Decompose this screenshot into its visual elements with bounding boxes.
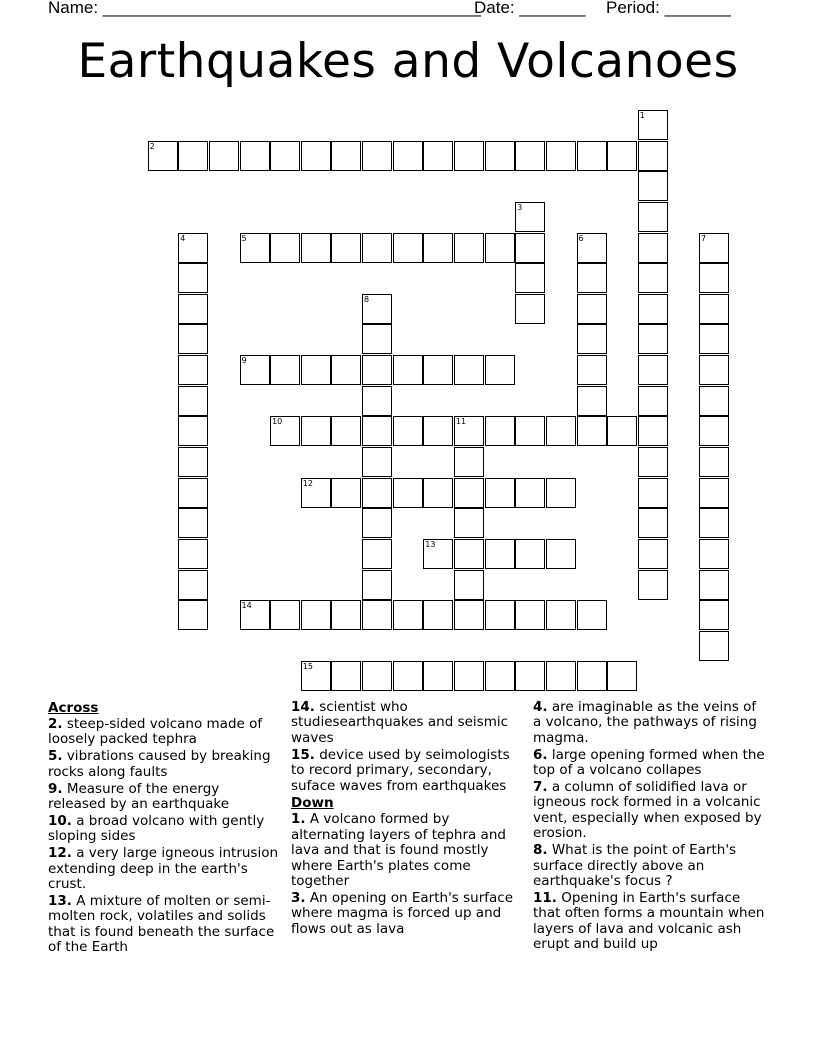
down-clue (533, 843, 768, 889)
grid-cell[interactable] (423, 539, 453, 569)
clues-column-3 (533, 700, 768, 954)
grid-cell[interactable] (178, 570, 208, 600)
grid-cell[interactable] (577, 355, 607, 385)
grid-cell[interactable] (454, 233, 484, 263)
grid-cell[interactable] (362, 447, 392, 477)
clue-number: 9 (241, 356, 247, 365)
grid-cell[interactable] (301, 661, 331, 691)
across-clue (48, 846, 280, 892)
grid-cell[interactable] (178, 294, 208, 324)
grid-cell[interactable] (209, 141, 239, 171)
clues-column-2 (291, 700, 523, 939)
clue-number: 10. (48, 812, 72, 829)
clue-number: 15. (291, 746, 315, 763)
grid-cell[interactable] (393, 355, 423, 385)
worksheet-header (48, 0, 788, 20)
grid-cell[interactable] (178, 324, 208, 354)
grid-cell[interactable] (362, 661, 392, 691)
grid-cell[interactable] (362, 324, 392, 354)
clue-number: 7. (533, 779, 548, 796)
grid-cell[interactable] (485, 233, 515, 263)
down-clue (291, 891, 523, 937)
grid-cell[interactable] (699, 355, 729, 385)
grid-cell[interactable] (178, 600, 208, 630)
grid-cell[interactable] (577, 416, 607, 446)
grid-cell[interactable] (699, 447, 729, 477)
grid-cell[interactable] (393, 478, 423, 508)
grid-cell[interactable] (638, 171, 668, 201)
clue-number: 4. (533, 699, 548, 715)
grid-cell[interactable] (178, 233, 208, 263)
grid-cell[interactable] (423, 600, 453, 630)
grid-cell[interactable] (546, 141, 576, 171)
grid-cell[interactable] (485, 416, 515, 446)
grid-cell[interactable] (577, 294, 607, 324)
grid-cell[interactable] (699, 478, 729, 508)
grid-cell[interactable] (331, 141, 361, 171)
grid-cell[interactable] (454, 508, 484, 538)
clue-number: 12 (302, 478, 313, 488)
grid-cell[interactable] (485, 141, 515, 171)
grid-cell[interactable] (699, 631, 729, 661)
down-heading: Down (291, 795, 334, 812)
grid-cell[interactable] (607, 416, 637, 446)
grid-cell[interactable] (270, 141, 300, 171)
clue-number: 5 (241, 233, 247, 243)
clue-text: a very large igneous intrusion extending deep in the earth's crust. (48, 845, 279, 893)
clue-number: 8. (533, 842, 548, 859)
down-clue (533, 780, 768, 842)
grid-cell[interactable] (454, 447, 484, 477)
clue-number: 6. (533, 746, 548, 763)
grid-cell[interactable] (515, 294, 545, 324)
grid-cell[interactable] (638, 508, 668, 538)
grid-cell[interactable] (301, 355, 331, 385)
grid-cell[interactable] (270, 416, 300, 446)
clue-text: Opening in Earth's surface that often forms a mountain when layers of lava and volcanic ash erupt and build up (533, 889, 765, 953)
period-field[interactable]: Period: _______ (606, 0, 731, 17)
grid-cell[interactable] (270, 233, 300, 263)
grid-cell[interactable] (577, 141, 607, 171)
grid-cell[interactable] (362, 355, 392, 385)
clue-number: 2. (48, 716, 63, 732)
clue-number: 13 (425, 539, 436, 549)
grid-cell[interactable] (638, 355, 668, 385)
grid-cell[interactable] (485, 355, 515, 385)
grid-cell[interactable] (362, 233, 392, 263)
grid-cell[interactable] (699, 539, 729, 569)
grid-cell[interactable] (423, 355, 453, 385)
grid-cell[interactable] (577, 263, 607, 293)
grid-cell[interactable] (454, 478, 484, 508)
grid-cell[interactable] (699, 386, 729, 416)
across-clue (48, 894, 280, 956)
grid-cell[interactable] (178, 416, 208, 446)
grid-cell[interactable] (638, 386, 668, 416)
grid-cell[interactable] (393, 141, 423, 171)
grid-cell[interactable] (331, 355, 361, 385)
grid-cell[interactable] (301, 478, 331, 508)
clue-number: 8 (364, 294, 370, 304)
grid-cell[interactable] (423, 661, 453, 691)
grid-cell[interactable] (362, 416, 392, 446)
grid-cell[interactable] (638, 263, 668, 293)
grid-cell[interactable] (515, 539, 545, 569)
grid-cell[interactable] (362, 386, 392, 416)
grid-cell[interactable] (577, 233, 607, 263)
grid-cell[interactable] (699, 233, 729, 263)
grid-cell[interactable] (515, 263, 545, 293)
grid-cell[interactable] (699, 324, 729, 354)
grid-cell[interactable] (638, 324, 668, 354)
grid-cell[interactable] (638, 294, 668, 324)
clue-number: 4 (180, 233, 186, 243)
grid-cell[interactable] (515, 141, 545, 171)
grid-cell[interactable] (546, 600, 576, 630)
clue-number: 10 (272, 417, 283, 427)
grid-cell[interactable] (178, 539, 208, 569)
across-clue (48, 782, 280, 813)
down-clue (533, 700, 768, 746)
clue-number: 14 (241, 601, 252, 611)
grid-cell[interactable] (546, 539, 576, 569)
grid-cell[interactable] (362, 570, 392, 600)
grid-cell[interactable] (270, 600, 300, 630)
clue-number: 5. (48, 748, 63, 765)
grid-cell[interactable] (607, 661, 637, 691)
grid-cell[interactable] (240, 355, 270, 385)
down-clue (291, 812, 523, 889)
grid-cell[interactable] (331, 416, 361, 446)
grid-cell[interactable] (362, 508, 392, 538)
grid-cell[interactable] (301, 600, 331, 630)
grid-cell[interactable] (699, 263, 729, 293)
clue-text: large opening formed when the top of a volcano collapes (533, 746, 765, 779)
clue-number: 7 (701, 233, 707, 243)
grid-cell[interactable] (331, 600, 361, 630)
grid-cell[interactable] (515, 202, 545, 232)
grid-cell[interactable] (638, 233, 668, 263)
grid-cell[interactable] (178, 478, 208, 508)
clue-text: What is the point of Earth's surface directly above an earthquake's focus ? (533, 842, 737, 889)
across-clue (48, 717, 280, 748)
grid-cell[interactable] (699, 416, 729, 446)
grid-cell[interactable] (638, 570, 668, 600)
grid-cell[interactable] (577, 386, 607, 416)
clue-number: 14. (291, 699, 315, 715)
clue-number: 9. (48, 780, 63, 797)
date-field[interactable]: Date: _______ (474, 0, 586, 17)
grid-cell[interactable] (454, 570, 484, 600)
grid-cell[interactable] (362, 478, 392, 508)
grid-cell[interactable] (699, 508, 729, 538)
grid-cell[interactable] (546, 478, 576, 508)
grid-cell[interactable] (454, 600, 484, 630)
across-clue (48, 814, 280, 845)
grid-cell[interactable] (301, 233, 331, 263)
grid-cell[interactable] (485, 539, 515, 569)
grid-cell[interactable] (577, 661, 607, 691)
grid-cell[interactable] (362, 294, 392, 324)
grid-cell[interactable] (515, 233, 545, 263)
grid-cell[interactable] (301, 416, 331, 446)
grid-cell[interactable] (393, 661, 423, 691)
clue-number: 11. (533, 889, 557, 906)
grid-cell[interactable] (638, 539, 668, 569)
grid-cell[interactable] (423, 141, 453, 171)
grid-cell[interactable] (454, 141, 484, 171)
grid-cell[interactable] (240, 141, 270, 171)
clue-number: 12. (48, 845, 72, 862)
clue-number: 15 (302, 662, 313, 672)
grid-cell[interactable] (699, 600, 729, 630)
grid-cell[interactable] (638, 478, 668, 508)
clue-number: 3 (517, 202, 523, 212)
across-clue (291, 748, 523, 794)
name-field[interactable]: Name: ________________________________________ (48, 0, 481, 17)
clue-text: vibrations caused by breaking rocks along faults (48, 748, 271, 780)
grid-cell[interactable] (362, 600, 392, 630)
clue-text: An opening on Earth's surface where magma is forced up and flows out as lava (291, 889, 514, 937)
grid-cell[interactable] (485, 600, 515, 630)
clue-text: device used by seimologists to record primary, secondary, suface waves from earthquakes (291, 746, 510, 794)
grid-cell[interactable] (699, 294, 729, 324)
grid-cell[interactable] (240, 233, 270, 263)
grid-cell[interactable] (699, 570, 729, 600)
clue-text: steep-sided volcano made of loosely packed tephra (48, 716, 263, 748)
grid-cell[interactable] (362, 539, 392, 569)
grid-cell[interactable] (638, 416, 668, 446)
grid-cell[interactable] (515, 478, 545, 508)
grid-cell[interactable] (515, 661, 545, 691)
grid-cell[interactable] (546, 661, 576, 691)
grid-cell[interactable] (454, 539, 484, 569)
down-clue (533, 748, 768, 779)
grid-cell[interactable] (577, 600, 607, 630)
grid-cell[interactable] (301, 141, 331, 171)
grid-cell[interactable] (148, 141, 178, 171)
grid-cell[interactable] (331, 478, 361, 508)
grid-cell[interactable] (178, 508, 208, 538)
grid-cell[interactable] (423, 233, 453, 263)
page-title: Earthquakes and Volcanoes (77, 34, 739, 89)
clue-number: 11 (455, 417, 467, 427)
grid-cell[interactable] (331, 661, 361, 691)
grid-cell[interactable] (638, 447, 668, 477)
clue-number: 6 (578, 233, 584, 243)
grid-cell[interactable] (423, 416, 453, 446)
clue-text: Measure of the energy released by an earthquake (48, 780, 230, 813)
clue-number: 1. (291, 811, 306, 828)
grid-cell[interactable] (178, 447, 208, 477)
clue-number: 3. (291, 889, 306, 906)
clue-text: A mixture of molten or semi-molten rock, volatiles and solids that is found beneath the surface of the Earth (48, 892, 275, 956)
grid-cell[interactable] (178, 263, 208, 293)
grid-cell[interactable] (178, 386, 208, 416)
grid-cell[interactable] (515, 600, 545, 630)
grid-cell[interactable] (454, 355, 484, 385)
clue-text: scientist who studiesearthquakes and seismic waves (291, 699, 509, 746)
across-heading: Across (48, 700, 99, 716)
clue-number: 13. (48, 892, 72, 909)
grid-cell[interactable] (638, 110, 668, 140)
across-clue (48, 749, 280, 780)
clues-column-1 (48, 700, 280, 957)
clue-number: 2 (149, 141, 155, 151)
grid-cell[interactable] (270, 355, 300, 385)
clue-text: a broad volcano with gently sloping sides (48, 812, 265, 845)
clue-text: a column of solidified lava or igneous rock formed in a volcanic vent, especially when exposed by erosion. (533, 779, 762, 842)
grid-cell[interactable] (331, 233, 361, 263)
down-clue (533, 891, 768, 953)
grid-cell[interactable] (240, 600, 270, 630)
grid-cell[interactable] (577, 324, 607, 354)
clue-text: are imaginable as the veins of a volcano, the pathways of rising magma. (533, 699, 757, 746)
grid-cell[interactable] (515, 416, 545, 446)
across-clue (291, 700, 523, 746)
grid-cell[interactable] (485, 661, 515, 691)
grid-cell[interactable] (454, 416, 484, 446)
grid-cell[interactable] (362, 141, 392, 171)
grid-cell[interactable] (178, 355, 208, 385)
grid-cell[interactable] (638, 202, 668, 232)
grid-cell[interactable] (546, 416, 576, 446)
grid-cell[interactable] (178, 141, 208, 171)
grid-cell[interactable] (607, 141, 637, 171)
grid-cell[interactable] (393, 233, 423, 263)
grid-cell[interactable] (454, 661, 484, 691)
grid-cell[interactable] (423, 478, 453, 508)
grid-cell[interactable] (393, 416, 423, 446)
clue-number: 1 (639, 111, 645, 120)
grid-cell[interactable] (485, 478, 515, 508)
grid-cell[interactable] (393, 600, 423, 630)
grid-cell[interactable] (638, 141, 668, 171)
clue-text: A volcano formed by alternating layers of tephra and lava and that is found mostly where Earth's plates come together (291, 811, 506, 890)
